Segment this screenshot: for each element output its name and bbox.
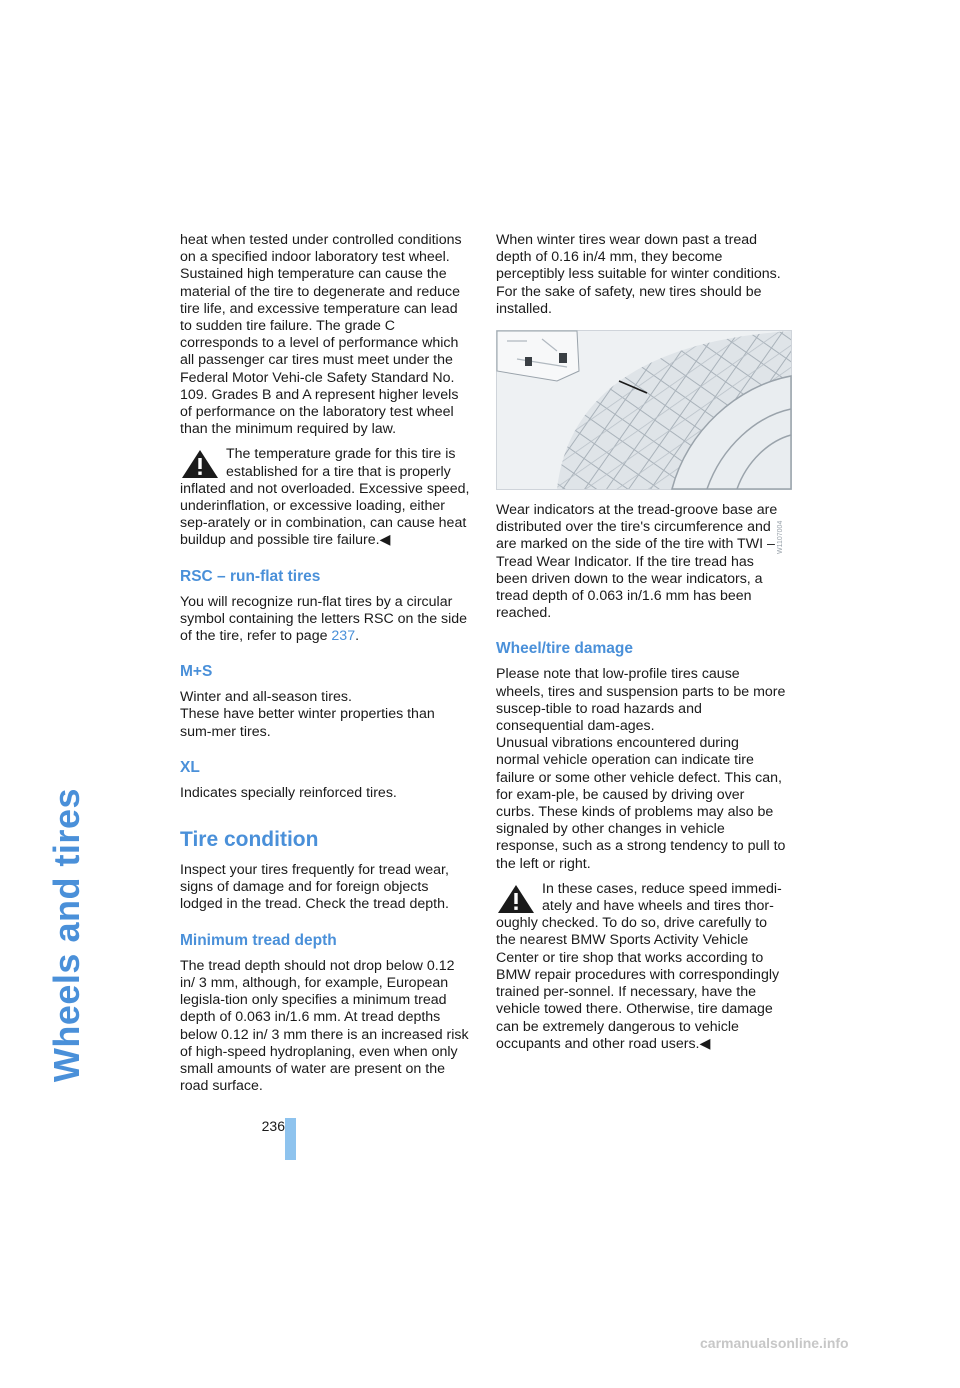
rsc-end: . <box>355 628 360 645</box>
rsc-paragraph <box>180 594 470 646</box>
right-column <box>496 232 786 1061</box>
tire-wear-indicator-figure <box>496 330 792 555</box>
wear-indicator-text: Wear indicators at the tread-groove base are distributed over the tire's circumference and are marked on the side of the tire with TWI – Tread Wear Indicator. If the tire tread has been driven down to the wear indicators, a tread depth of 0.063 in/1.6 mm has been reached. <box>496 502 778 622</box>
left-column <box>180 232 470 1103</box>
chapter-side-title <box>40 230 126 1083</box>
page-number-bar <box>285 1118 296 1160</box>
heading-rsc: RSC – run-flat tires <box>180 567 321 585</box>
xl-text: Indicates specially reinforced tires. <box>180 784 397 801</box>
warning-note-damage <box>496 881 786 1053</box>
heading-minimum-tread-depth: Minimum tread depth <box>180 931 337 949</box>
heading-xl: XL <box>180 758 200 776</box>
damage-text-2: Unusual vibrations encountered during normal vehicle operation can indicate tire failure or some other vehicle defect. This can, for exam-ple, be caused by driving over curbs. These kinds of problems may also be signaled by other changes in vehicle response, such as a strong tendency to pull to the left or right. <box>496 735 786 872</box>
warning-triangle-icon <box>496 883 536 915</box>
rsc-text: You will recognize run-flat tires by a circular symbol containing the letters RSC on the side of the tire, refer to page <box>180 593 468 645</box>
figure-code <box>777 401 789 555</box>
heading-wheel-tire-damage: Wheel/tire damage <box>496 640 633 658</box>
page-link-237[interactable]: 237 <box>331 628 356 645</box>
ms-text-2: These have better winter properties than sum-mer tires. <box>180 706 435 740</box>
intro-paragraph: heat when tested under controlled conditions on a specified indoor laboratory test wheel. Sustained high temperature can cause the material of the tire to degenerate and reduce tire life, and excessive temperature can lead to sudden tire failure. The grade C corresponds to a level of performance which all passenger car tires must meet under the Federal Motor Vehi-cle Safety Standard No. 109. Grades B and A represent higher levels of performance on the laboratory test wheel than the minimum required by law. <box>180 232 462 438</box>
tire-illustration <box>497 331 791 489</box>
damage-text-1: Please note that low-profile tires cause wheels, tires and suspension parts to be more suscep-tible to road hazards and consequential dam-ages. <box>496 666 786 735</box>
watermark: carmanualsonline.info <box>700 1335 849 1351</box>
winter-tires-text: When winter tires wear down past a tread depth of 0.16 in/4 mm, they become perceptibly less suitable for winter conditions. For the sake of safety, new tires should be installed. <box>496 232 781 317</box>
warning-triangle-icon <box>180 448 220 480</box>
min-tread-text: The tread depth should not drop below 0.12 in/ 3 mm, although, for example, European legisla-tion only specifies a minimum tread depth of 0.063 in/1.6 mm. At tread depths below 0.12 in/ 3 mm there is an increased risk of high-speed hydroplaning, even when only small amounts of water are present on the road surface. <box>180 957 469 1095</box>
chapter-title-text: Wheels and tires <box>46 788 87 1083</box>
warning-text-damage: In these cases, reduce speed immedi-ately and have wheels and tires thor-oughly checked. To do so, drive carefully to the nearest BMW Sports Activity Vehicle Center or tire shop that works according to BMW repair procedures with correspondingly trained per-sonnel. If necessary, have the vehicle towed there. Otherwise, tire damage can be extremely dangerous to vehicle occupants and other road users.◀ <box>496 880 782 1052</box>
figure-code-text: W1107004 <box>777 520 784 555</box>
warning-text-temperature: The temperature grade for this tire is established for a tire that is properly inflated and not overloaded. Excessive speed, underinflation, or excessive loading, either sep-arately or in combination, can cause heat buildup and possible tire failure.◀ <box>180 446 470 549</box>
ms-text-1: Winter and all-season tires. <box>180 689 352 706</box>
warning-note-temperature <box>180 446 470 549</box>
heading-ms: M+S <box>180 663 213 681</box>
condition-text: Inspect your tires frequently for tread wear, signs of damage and for foreign objects lodged in the tread. Check the tread depth. <box>180 862 449 913</box>
page-number: 236 <box>261 1118 285 1134</box>
heading-tire-condition: Tire condition <box>180 828 319 852</box>
